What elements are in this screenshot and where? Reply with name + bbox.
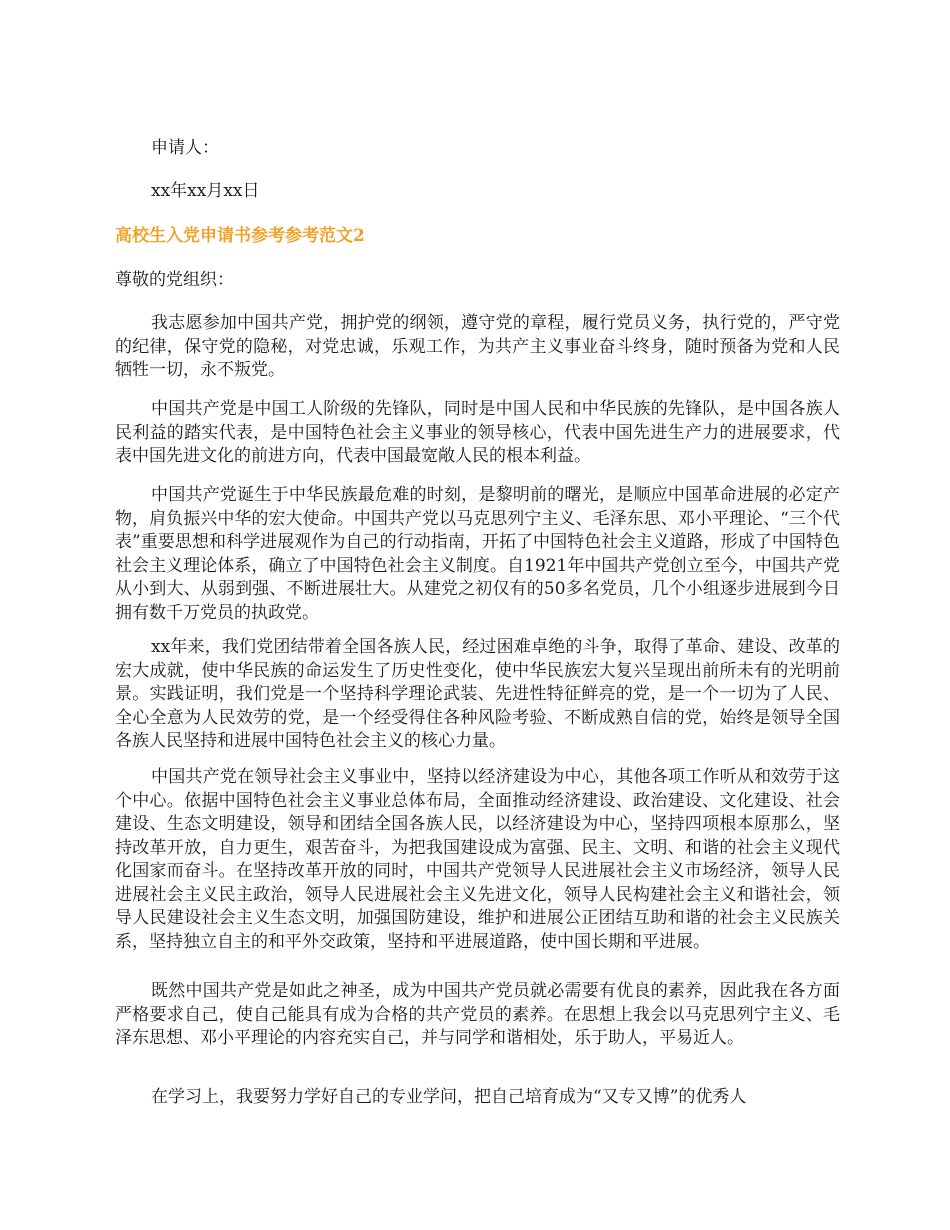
paragraph-3: 中国共产党诞生于中华民族最危难的时刻，是黎明前的曙光，是顺应中国革命进展的必定产物，肩负振兴中华的宏大使命。中国共产党以马克思列宁主义、毛泽东思、邓小平理论、“三个代表”重要思想和科学进展观作为自己的行动指南，开拓了中国特色社会主义道路，形成了中国特色社会主义理论体系，确立了中国特色社会主义制度。自1921年中国共产党创立至今，中国共产党从小到大、从弱到强、不断进展壮大。从建党之初仅有的50多名党员，几个小组逐步进展到今日拥有数千万党员的执政党。: [115, 485, 840, 623]
paragraph-5: 中国共产党在领导社会主义事业中，坚持以经济建设为中心，其他各项工作听从和效劳于这个中心。依据中国特色社会主义事业总体布局，全面推动经济建设、政治建设、文化建设、社会建设、生态文明建设，领导和团结全国各族人民，以经济建设为中心，坚持四项根本原那么，坚持改革开放，自力更生，艰苦奋斗，为把我国建设成为富强、民主、文明、和谐的社会主义现代化国家而奋斗。在坚持改革开放的同时，中国共产党领导人民进展社会主义市场经济，领导人民进展社会主义民主政治，领导人民进展社会主义先进文化，领导人民构建社会主义和谐社会，领导人民建设社会主义生态文明，加强国防建设，维护和进展公正团结互助和谐的社会主义民族关系，坚持独立自主的和平外交政策，坚持和平进展道路，使中国长期和平进展。: [115, 767, 840, 952]
paragraph-2: 中国共产党是中国工人阶级的先锋队，同时是中国人民和中华民族的先锋队，是中国各族人民利益的踏实代表，是中国特色社会主义事业的领导核心，代表中国先进生产力的进展要求，代表中国先进文化的前进方向，代表中国最宽敞人民的根本利益。: [115, 399, 840, 466]
paragraph-1: 我志愿参加中国共产党，拥护党的纲领，遵守党的章程，履行党员义务，执行党的，严守党的纪律，保守党的隐秘，对党忠诚，乐观工作，为共产主义事业奋斗终身，随时预备为党和人民牺牲一切，永不叛党。: [115, 313, 840, 380]
salutation: 尊敬的党组织：: [115, 270, 234, 290]
section-heading: 高校生入党申请书参考参考范文2: [115, 226, 365, 246]
paragraph-6: 既然中国共产党是如此之神圣，成为中国共产党员就必需要有优良的素养，因此我在各方面严格要求自己，使自己能具有成为合格的共产党员的素养。在思想上我会以马克思列宁主义、毛泽东思想、邓小平理论的内容充实自己，并与同学和谐相处，乐于助人，平易近人。: [115, 981, 840, 1048]
paragraph-4: xx年来，我们党团结带着全国各族人民，经过困难卓绝的斗争，取得了革命、建设、改革的宏大成就，使中华民族的命运发生了历史性变化，使中华民族宏大复兴呈现出前所未有的光明前景。实践证明，我们党是一个坚持科学理论武装、先进性特征鲜亮的党，是一个一切为了人民、全心全意为人民效劳的党，是一个经受得住各种风险考验、不断成熟自信的党，始终是领导全国各族人民坚持和进展中国特色社会主义的核心力量。: [115, 637, 840, 751]
applicant-label: 申请人：: [151, 138, 219, 158]
paragraph-7: 在学习上，我要努力学好自己的专业学问，把自己培育成为“又专又博”的优秀人: [151, 1087, 747, 1107]
signature-date: xx年xx月xx日: [151, 181, 260, 201]
